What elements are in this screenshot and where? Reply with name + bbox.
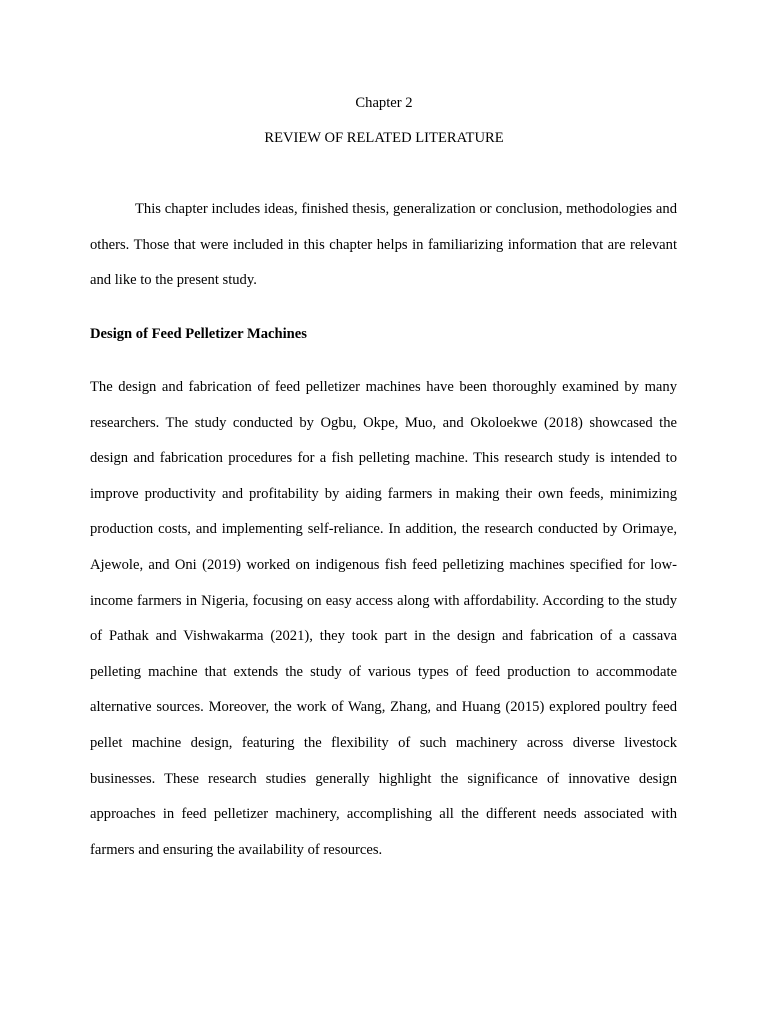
section-heading: Design of Feed Pelletizer Machines bbox=[90, 326, 307, 342]
chapter-number: Chapter 2 bbox=[355, 95, 413, 111]
body-paragraph: The design and fabrication of feed pelletizer machines have been thoroughly examined by many researchers. The study conducted by Ogbu, Okpe, Muo, and Okoloekwe (2018) showcased the design and fabrication procedures for a fish pelleting machine. This research study is intended to improve productivity and profitability by aiding farmers in making their own feeds, minimizing production costs, and implementing self-reliance. In addition, the research conducted by Orimaye, Ajewole, and Oni (2019) worked on indigenous fish feed pelletizing machines specified for low-income farmers in Nigeria, focusing on easy access along with affordability. According to the study of Pathak and Vishwakarma (2021), they took part in the design and fabrication of a cassava pelleting machine that extends the study of various types of feed production to accommodate alternative sources. Moreover, the work of Wang, Zhang, and Huang (2015) explored poultry feed pellet machine design, featuring the flexibility of such machinery across diverse livestock businesses. These research studies generally highlight the significance of innovative design approaches in feed pelletizer machinery, accomplishing all the different needs associated with farmers and ensuring the availability of resources. bbox=[90, 379, 677, 858]
chapter-title: REVIEW OF RELATED LITERATURE bbox=[264, 130, 504, 146]
intro-paragraph: This chapter includes ideas, finished thesis, generalization or conclusion, methodologies and others. Those that were included in this chapter helps in familiarizing information that are relevant and like to the present study. bbox=[90, 201, 677, 289]
